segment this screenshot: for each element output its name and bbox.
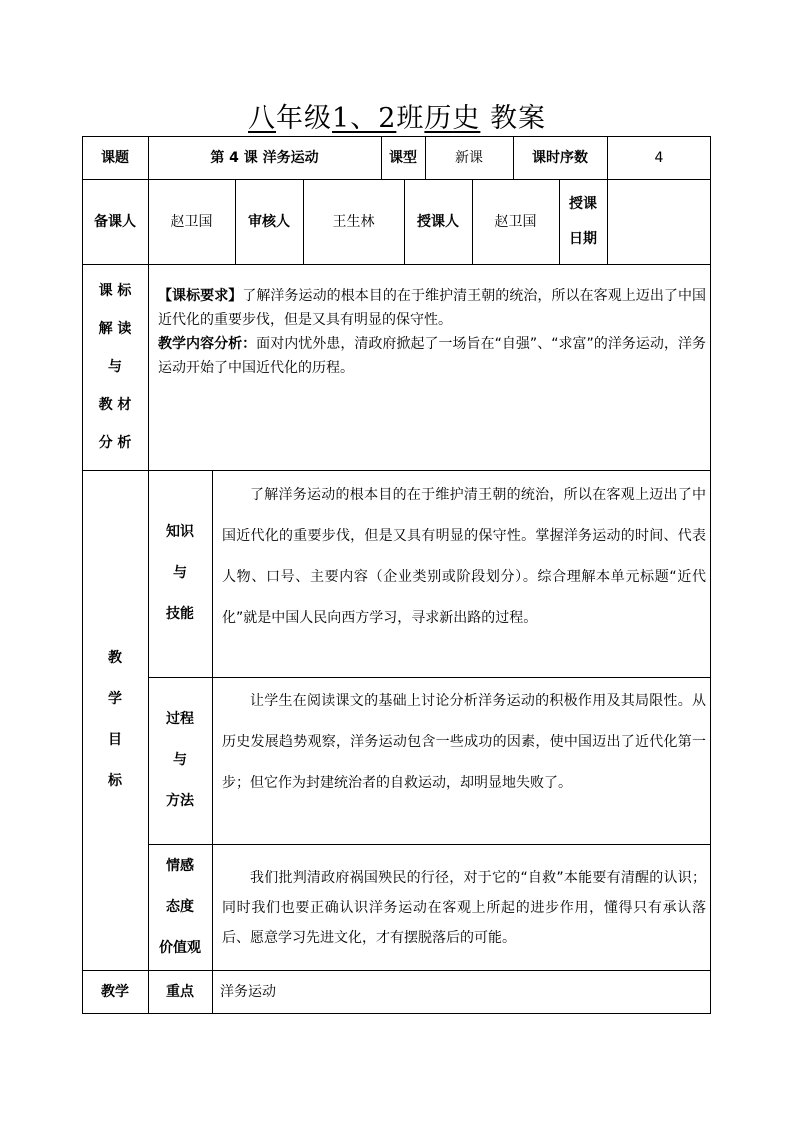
reviewer-value: 王生林 [332,213,375,230]
teacher-label: 授课人 [417,213,459,230]
side-label-line: 课 标 [98,283,132,299]
side-label-line: 分 析 [98,435,132,451]
emotion-label [148,844,212,970]
date-label-line: 日期 [569,230,597,247]
reviewer-label: 审核人 [248,213,290,230]
side-label-line: 教 材 [98,397,132,413]
side-label-line: 与 [108,359,122,375]
topic-label: 课题 [101,149,129,166]
label-line: 过程 [166,711,194,727]
topic-value: 第 4 课 洋务运动 [210,149,319,166]
preparer-value: 赵卫国 [170,213,213,230]
lesson-plan-table [82,136,711,1014]
row-divider [148,677,711,678]
label-line: 情感 [166,857,194,874]
process-text: 让学生在阅读课文的基础上讨论分析洋务运动的积极作用及其局限性。从历史发展趋势观察，洋务运动包含一些成功的因素，使中国迈出了近代化第一步；但它作为封建统治者的自救运动，却明显地失败了。 [222,693,706,791]
title-doc-type: 教案 [489,103,546,134]
type-value: 新课 [455,149,483,166]
knowledge-text: 了解洋务运动的根本目的在于维护清王朝的统治，所以在客观上迈出了中国近代化的重要步伐，但是又具有明显的保守性。掌握洋务运动的时间、代表人物、口号、主要内容（企业类别或阶段划分）。综合理解本单元标题“近代化”就是中国人民向西方学习，寻求新出路的过程。 [222,487,706,626]
side-label-line: 解 读 [98,321,132,337]
label-line: 与 [173,752,187,768]
focus-value: 洋务运动 [220,983,276,1000]
table-border-right [710,136,711,1014]
requirement-label: 【课标要求】 [158,288,243,304]
title-class-suffix: 班 [396,103,425,134]
label-line: 技能 [166,606,194,622]
curriculum-side-label [82,264,148,470]
period-value: 4 [654,149,664,166]
document-title [0,96,794,135]
title-subject: 历史 [424,103,481,134]
table-border-bottom [82,1013,711,1014]
title-classes: 1、2 [332,103,397,134]
row-divider [82,264,711,265]
content-analysis [158,332,706,380]
label-line: 与 [173,565,187,581]
label-line: 方法 [166,793,194,809]
preparer-label: 备课人 [94,213,136,230]
content-analysis-label: 教学内容分析： [158,336,257,352]
side-label-line: 学 [108,691,122,707]
label-line: 知识 [166,524,194,540]
label-line: 态度 [166,898,194,915]
date-label-line: 授课 [569,195,597,212]
label-line: 价值观 [159,939,201,956]
period-label: 课时序数 [532,149,588,166]
side-label-line: 标 [108,773,122,789]
date-value [607,179,711,264]
requirement-text: 了解洋务运动的根本目的在于维护清王朝的统治，所以在客观上迈出了中国近代化的重要步伐，但是又具有明显的保守性。 [158,288,707,328]
content-analysis-text: 面对内忧外患，清政府掀起了一场旨在“自强”、“求富”的洋务运动，洋务运动开始了中国近代化的历程。 [158,336,706,376]
teacher-value: 赵卫国 [494,213,537,230]
objectives-side-label [82,470,148,970]
emotion-text: 我们批判清政府祸国殃民的行径，对于它的“自救”本能要有清醒的认识；同时我们也要正确认识洋务运动在客观上所起的进步作用，懂得只有承认落后、愿意学习先进文化，才有摆脱落后的可能。 [222,870,706,946]
side-label-line: 教 [108,650,122,666]
knowledge-label [148,470,212,677]
curriculum-requirement [158,284,706,332]
type-label: 课型 [389,149,417,166]
title-grade: 八 [248,103,277,134]
focus-label: 重点 [166,983,194,1000]
row-divider [148,844,711,845]
title-grade-suffix: 年级 [276,103,333,134]
focus-side-label: 教学 [101,983,129,1000]
date-label [559,179,607,264]
process-label [148,677,212,844]
column-divider [212,470,213,1014]
side-label-line: 目 [108,732,122,748]
